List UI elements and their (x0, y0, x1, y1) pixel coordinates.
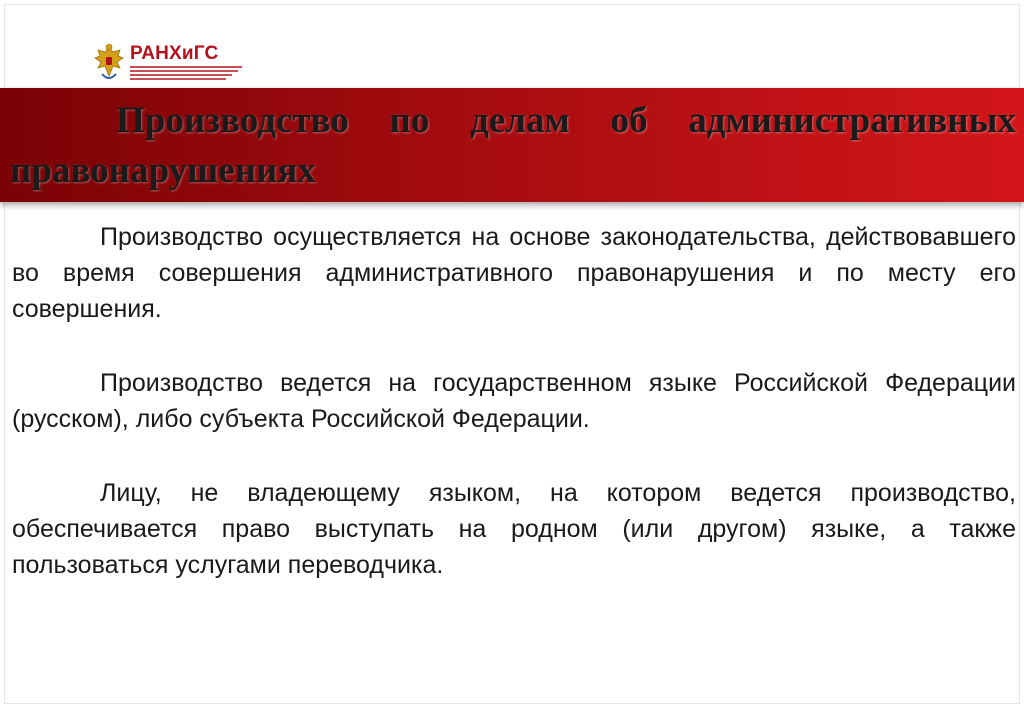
paragraph-legislation: Производство осуществляется на основе законодательства, действовавшего во время совершения административного правонарушения и по месту его совершения. (12, 223, 1016, 323)
ranepa-logo (92, 42, 242, 82)
double-headed-eagle-emblem-icon (92, 42, 126, 82)
paragraph-language: Производство ведется на государственном языке Российской Федерации (русском), либо субъекта Российской Федерации. (12, 369, 1016, 433)
slide-body (12, 219, 1016, 621)
logo-text (130, 44, 242, 80)
paragraph-interpreter: Лицу, не владеющему языком, на котором ведется производство, обеспечивается право выступать на родном (или другом) языке, а также пользоваться услугами переводчика. (12, 479, 1016, 579)
slide-title: Производство по делам об административных правонарушениях (10, 100, 1016, 191)
logo-subtitle-lines (130, 66, 242, 80)
logo-name: РАНХиГС (130, 43, 219, 64)
